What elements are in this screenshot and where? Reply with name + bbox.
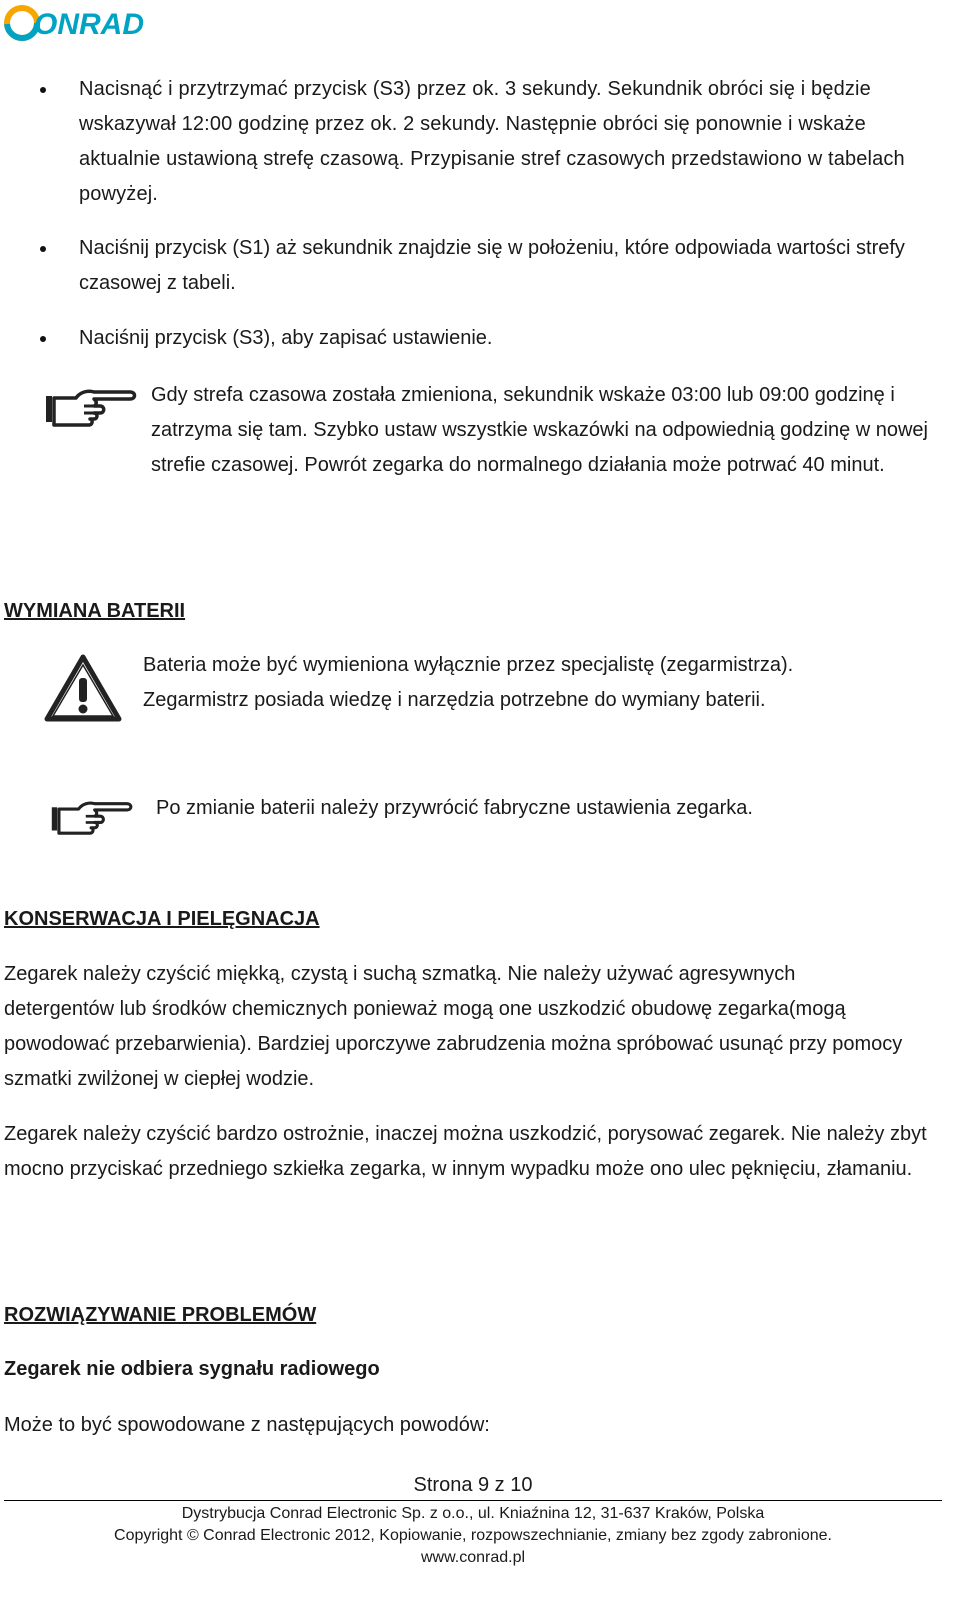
troubleshooting-intro: Może to być spowodowane z następujących powodów: (4, 1414, 490, 1436)
troubleshooting-subheading: Zegarek nie odbiera sygnału radiowego (4, 1358, 380, 1380)
svg-text:ONRAD: ONRAD (34, 8, 144, 41)
instruction-list (38, 72, 943, 356)
page-number: Strona 9 z 10 (413, 1474, 533, 1496)
warning-icon (43, 653, 123, 723)
section-heading-battery: WYMIANA BATERII (4, 600, 186, 622)
list-item: Naciśnij przycisk (S3), aby zapisać ustawienie. (38, 321, 943, 356)
conrad-logo (4, 2, 156, 44)
note-timezone: Gdy strefa czasowa została zmieniona, sekundnik wskaże 03:00 lub 09:00 godzinę i zatrzyma się tam. Szybko ustaw wszystkie wskazówki na odpowiednią godzinę w nowej strefie czasowej. Powrót zegarka do normalnego działania może potrwać 40 minut. (151, 384, 929, 476)
footer-divider (4, 1500, 942, 1501)
battery-warning: Bateria może być wymieniona wyłącznie przez specjalistę (zegarmistrza). Zegarmistrz posiada wiedzę i narzędzia potrzebne do wymiany baterii. (143, 654, 794, 711)
pointing-hand-icon (44, 388, 138, 428)
care-paragraph-2: Zegarek należy czyścić bardzo ostrożnie, inaczej można uszkodzić, porysować zegarek. Nie należy zbyt mocno przyciskać przedniego szkiełka zegarka, w innym wypadku może ono ulec pęknięciu, złamaniu. (4, 1123, 927, 1180)
pointing-hand-icon (50, 798, 134, 838)
list-item: Nacisnąć i przytrzymać przycisk (S3) przez ok. 3 sekundy. Sekundnik obróci się i będzie wskazywał 12:00 godzinę przez ok. 2 sekundy. Następnie obróci się ponownie i wskaże aktualnie ustawioną strefę czasową. Przypisanie stref czasowych przedstawiono w tabelach powyżej. (38, 72, 943, 212)
footer-website: www.conrad.pl (420, 1549, 526, 1566)
care-paragraph-1: Zegarek należy czyścić miękką, czystą i suchą szmatką. Nie należy używać agresywnych detergentów lub środków chemicznych ponieważ mogą one uszkodzić obudowę zegarka(mogą powodować przebarwienia). Bardziej uporczywe zabrudzenia można spróbować usunąć przy pomocy szmatki zwilżonej w ciepłej wodzie. (4, 963, 903, 1090)
section-heading-troubleshooting: ROZWIĄZYWANIE PROBLEMÓW (4, 1304, 317, 1326)
footer-copyright: Copyright © Conrad Electronic 2012, Kopiowanie, rozpowszechnianie, zmiany bez zgody zabronione. (114, 1527, 832, 1544)
section-heading-care: KONSERWACJA I PIELĘGNACJA (4, 908, 320, 930)
battery-note: Po zmianie baterii należy przywrócić fabryczne ustawienia zegarka. (156, 797, 753, 819)
footer-distribution: Dystrybucja Conrad Electronic Sp. z o.o., ul. Kniaźnina 12, 31-637 Kraków, Polska (181, 1505, 765, 1522)
list-item: Naciśnij przycisk (S1) aż sekundnik znajdzie się w położeniu, które odpowiada wartości strefy czasowej z tabeli. (38, 231, 943, 301)
